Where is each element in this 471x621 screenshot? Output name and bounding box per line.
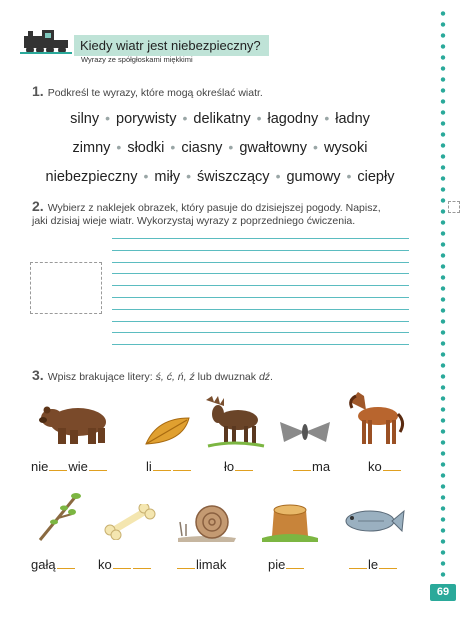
sticker-placeholder[interactable]: [30, 262, 102, 314]
gap-word-4[interactable]: [292, 458, 330, 474]
writing-line[interactable]: [112, 285, 409, 286]
letter-blank[interactable]: [133, 556, 151, 569]
letter-blank[interactable]: [113, 556, 131, 569]
gap-word-8[interactable]: [176, 556, 226, 572]
letter-blank[interactable]: [349, 556, 367, 569]
word-option[interactable]: porywisty: [116, 111, 177, 127]
separator-dot-icon: •: [346, 168, 352, 184]
leaf-icon: [143, 414, 193, 448]
letter-blank[interactable]: [49, 458, 67, 471]
task-number: 2.: [32, 198, 44, 214]
letter-blank[interactable]: [173, 458, 191, 471]
branch-icon: [36, 488, 82, 544]
instruction-text: Podkreśl te wyrazy, które mogą określać wiatr.: [47, 87, 263, 99]
word-part: pie: [268, 557, 286, 572]
word-part: nie: [31, 459, 49, 474]
fish-icon: [340, 506, 406, 536]
task-1-instruction: [32, 85, 263, 100]
word-part: gałą: [31, 557, 56, 572]
instruction-text: lub dwuznak: [194, 371, 259, 383]
word-option[interactable]: gumowy: [286, 169, 341, 185]
writing-line[interactable]: [112, 344, 409, 345]
word-part: limak: [196, 557, 227, 572]
gap-word-1[interactable]: [31, 458, 108, 474]
instruction-text: .: [270, 371, 273, 383]
dotted-margin: [440, 8, 446, 578]
instruction-text: jaki dzisiaj wieje wiatr. Wykorzystaj wyrazy z poprzedniego ćwiczenia.: [32, 215, 356, 227]
letter-blank[interactable]: [383, 458, 401, 471]
word-part: li: [146, 459, 152, 474]
word-option[interactable]: wysoki: [323, 140, 368, 156]
writing-line[interactable]: [112, 309, 409, 310]
word-option[interactable]: ładny: [335, 111, 370, 127]
word-option[interactable]: słodki: [127, 140, 165, 156]
word-option[interactable]: silny: [70, 111, 100, 127]
instruction-text: Wpisz brakujące litery:: [47, 371, 156, 383]
letter-blank[interactable]: [89, 458, 107, 471]
page-number: 69: [430, 584, 456, 601]
gap-word-6[interactable]: [31, 556, 76, 572]
gap-word-10[interactable]: [348, 556, 398, 572]
writing-lines[interactable]: [112, 238, 409, 356]
writing-line[interactable]: [112, 250, 409, 251]
word-option[interactable]: niebezpieczny: [45, 169, 138, 185]
separator-dot-icon: •: [275, 168, 281, 184]
page-subtitle: Wyrazy ze spółgłoskami miękkimi: [81, 55, 193, 64]
moth-icon: [276, 418, 334, 446]
separator-dot-icon: •: [170, 139, 176, 155]
word-part: le: [368, 557, 379, 572]
train-icon: [20, 28, 72, 56]
separator-dot-icon: •: [116, 139, 122, 155]
word-part: ko: [98, 557, 112, 572]
bear-icon: [38, 400, 114, 448]
word-part: ło: [224, 459, 235, 474]
task-3-instruction: [32, 369, 273, 384]
instruction-letters: ś, ć, ń, ź: [155, 371, 195, 383]
writing-line[interactable]: [112, 297, 409, 298]
word-part: wie: [68, 459, 88, 474]
letter-blank[interactable]: [379, 556, 397, 569]
page-title: Kiedy wiatr jest niebezpieczny?: [74, 35, 269, 56]
word-row: [0, 139, 440, 156]
word-option[interactable]: ciasny: [181, 140, 223, 156]
word-option[interactable]: zimny: [72, 140, 111, 156]
moose-icon: [204, 394, 266, 448]
writing-line[interactable]: [112, 332, 409, 333]
letter-blank[interactable]: [57, 556, 75, 569]
separator-dot-icon: •: [228, 139, 234, 155]
gap-word-7[interactable]: [98, 556, 152, 572]
writing-line[interactable]: [112, 262, 409, 263]
word-row: [0, 110, 440, 127]
task-2-instruction: [32, 200, 381, 228]
horse-icon: [344, 390, 406, 448]
separator-dot-icon: •: [105, 110, 111, 126]
gap-word-9[interactable]: [268, 556, 305, 572]
gap-word-5[interactable]: [368, 458, 402, 474]
letter-blank[interactable]: [235, 458, 253, 471]
letter-blank[interactable]: [177, 556, 195, 569]
separator-dot-icon: •: [313, 139, 318, 155]
word-option[interactable]: łagodny: [267, 111, 319, 127]
stump-icon: [260, 498, 320, 542]
word-option[interactable]: gwałtowny: [239, 140, 308, 156]
separator-dot-icon: •: [324, 110, 330, 126]
instruction-text: Wybierz z naklejek obrazek, który pasuje do dzisiejszej pogody. Napisz,: [47, 202, 381, 214]
letter-blank[interactable]: [153, 458, 171, 471]
writing-line[interactable]: [112, 273, 409, 274]
separator-dot-icon: •: [182, 110, 188, 126]
word-part: ma: [312, 459, 331, 474]
letter-blank[interactable]: [286, 556, 304, 569]
bone-icon: [104, 504, 156, 540]
gap-word-2[interactable]: [146, 458, 192, 474]
separator-dot-icon: •: [143, 168, 149, 184]
side-sticker-placeholder: [448, 201, 460, 213]
letter-blank[interactable]: [293, 458, 311, 471]
gap-word-3[interactable]: [224, 458, 254, 474]
word-option[interactable]: ciepły: [357, 169, 395, 185]
separator-dot-icon: •: [256, 110, 262, 126]
task-number: 3.: [32, 367, 44, 383]
word-row: [0, 168, 440, 185]
word-option[interactable]: delikatny: [193, 111, 251, 127]
instruction-digraph: dź: [258, 371, 271, 383]
writing-line[interactable]: [112, 321, 409, 322]
word-part: ko: [368, 459, 382, 474]
writing-line[interactable]: [112, 238, 409, 239]
word-option[interactable]: miły: [154, 169, 181, 185]
task-number: 1.: [32, 83, 44, 99]
snail-icon: [176, 500, 238, 542]
separator-dot-icon: •: [186, 168, 192, 184]
word-option[interactable]: świszczący: [197, 169, 270, 185]
